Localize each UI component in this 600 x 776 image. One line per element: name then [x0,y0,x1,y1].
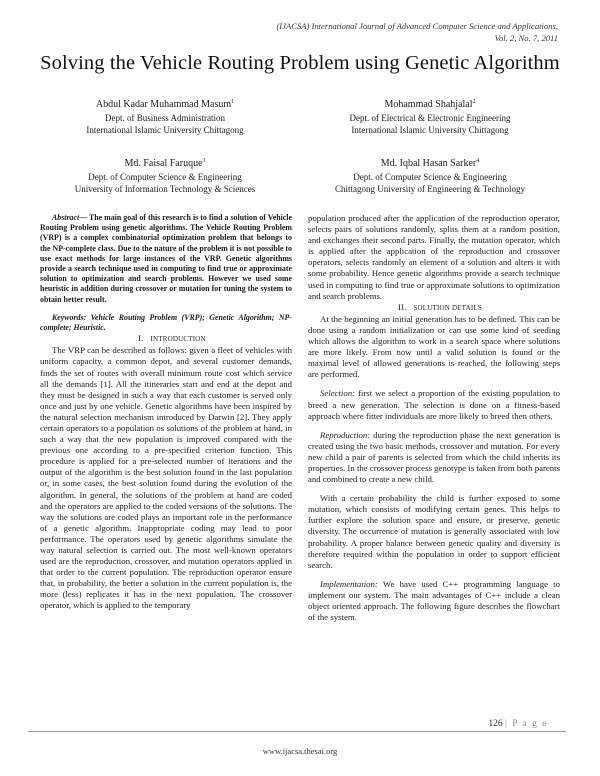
mutation-paragraph: With a certain probability the child is further exposed to some mutation, which consists of modifying certain genes. This helps to further explore the solution space and ensure, or preserve, genetic diversity. The occurrence of mutation is generally associated with low probability. A proper balance between genetic quality and diversity is therefore required within the population in order to support efficient search. [308,493,560,570]
implementation-paragraph [308,579,560,623]
author-name: Mohammad Shahjalal [384,99,473,110]
footer-divider [28,731,566,732]
section-number: II. [398,301,407,312]
right-column [308,213,560,623]
author-affiliation: Chittagong University of Engineering & Technology [335,184,525,194]
selection-text: first we select a proportion of the existing population to breed a new generation. The selection is done on a fitness-based approach where fitter individuals are more likely to breed then others. [308,388,560,421]
selection-label: Selection: [320,388,355,399]
page-label: | P a g e [504,719,548,729]
author-sup: 4 [476,158,480,164]
journal-header [178,20,558,44]
author-affiliation: International Islamic University Chittagong [351,125,509,135]
section-title: SOLUTION DETAILS [413,303,482,312]
section-number: I. [138,333,144,344]
author-2 [305,96,555,137]
page-number [488,719,548,729]
paper-title: Solving the Vehicle Routing Problem using Genetic Algorithm [40,52,560,74]
section-heading-solution-details [308,302,560,314]
journal-name: (IJACSA) International Journal of Advanced Computer Science and Applications, [276,21,558,31]
page-number-value: 126 [488,719,503,729]
reproduction-text: during the reproduction phase the next generation is created using the two basic methods, crossover and mutation. For every new child a pair of parents is selected from which the child inherits its properties. In the crossover process genotype is taken from both parents and combined to create a new child. [308,429,560,485]
author-dept: Dept. of Electrical & Electronic Engineering [349,112,511,123]
author-dept: Dept. of Computer Science & Engineering [88,171,242,182]
author-affiliation: International Islamic University Chittagong [86,125,244,135]
author-1 [40,96,290,137]
section-heading-introduction [40,333,292,345]
author-dept: Dept. of Business Administration [105,112,225,123]
reproduction-label: Reproduction: [320,429,371,440]
author-3 [40,155,290,196]
abstract-text: — The main goal of this research is to find a solution of Vehicle Routing Problem using genetic algorithms. The Vehicle Routing Problem (VRP) is a complex combinatorial optimization problem that belongs to the NP-complete class. Due to the nature of the problem it is not possible to use exact methods for large instances of the VRP. Genetic algorithms provide a search technique used in computing to find true or approximate solution to optimization and search problems. However we used some heuristic in addition during crossover or mutation for tuning the system to obtain better result. [40,213,292,304]
journal-volume: Vol. 2, No. 7, 2011 [494,33,558,43]
author-name: Abdul Kadar Muhammad Masum [95,99,232,110]
author-sup: 3 [202,158,206,164]
implementation-label: Implementation: [320,578,378,589]
abstract [40,213,292,305]
reproduction-paragraph [308,430,560,485]
keywords: Keywords: Vehicle Routing Problem (VRP); Genetic Algorithm; NP-complete; Heuristic. [40,312,292,333]
left-column [40,213,292,612]
author-4 [305,155,555,196]
selection-paragraph [308,388,560,421]
author-name: Md. Iqbal Hasan Sarker [380,158,477,169]
author-name: Md. Faisal Faruque [124,158,203,169]
author-affiliation: University of Information Technology & Sciences [74,184,256,194]
intro-paragraph: The VRP can be described as follows: given a fleet of vehicles with uniform capacity, a common depot, and several customer demands, finds the set of routes with overall minimum route cost which service all the demands [1]. All the itineraries start and end at the depot and they must be designed in such a way that each customer is served only once and just by one vehicle. Genetic algorithms have been inspired by the natural selection mechanism introduced by Darwin [2]. They apply certain operators to a population os solutions of the problem at hand, in such a way that the new population is improved compared with the previous one according to a pre-specified criterion function. This procedure is applied for a pre-selected number of iterations and the output of the algorithm is the best solution found in the last population or, in some cases, the best solution found during the evolution of the algorithm. In general, the solutions of the problem at hand are coded and the operators are applied to the coded versions of the solutions. The way the solutions are coded plays an important role in the performance of a genetic algorithm. Inappropriate coding may lead to poor performance. The operators used by genetic algorithms simulate the way natural selection is carried out. The most well-known operators used are the reproduction, crossover, and mutation operators applied in that order to the current population. The reproduction operator ensure that, in probability, the better a solution in the current population is, the more (less) replicates it has in the next population. The crossover operator, which is applied to the temporary [40,345,292,611]
author-sup: 2 [472,99,476,105]
solution-paragraph: At the beginning an initial generation has to be defined. This can be done using a random initialization or can use some kind of seeding which allows the algorithm to work in a search space where solutions are more likely. From now until a valid solution is found or the maximal level of allowed generations is reached, the following steps are performed. [308,313,560,380]
author-sup: 1 [231,99,235,105]
footer-url: www.ijacsa.thesai.org [262,746,338,756]
author-dept: Dept. of Computer Science & Engineering [353,171,507,182]
implementation-text: We have used C++ programming language to implement our system. The main advantages of C++ include a clean object oriented approach. The following figure describes the flowchart of the system. [308,578,560,623]
section-title: INTRODUCTION [150,335,206,344]
abstract-label: Abstract [52,213,80,222]
continued-paragraph: population produced after the application of the reproduction operator, selects pairs of solutions randomly, splits them at a random position, and exchanges their second parts. Finally, the mutation operator, which is applied after the application of the reproduction and crossover operators, selects randomly an element of a solution and alters it with some probability. Hence genetic algorithms provide a search technique used in computing to find true or approximate solutions to optimization and search problems. [308,213,560,301]
